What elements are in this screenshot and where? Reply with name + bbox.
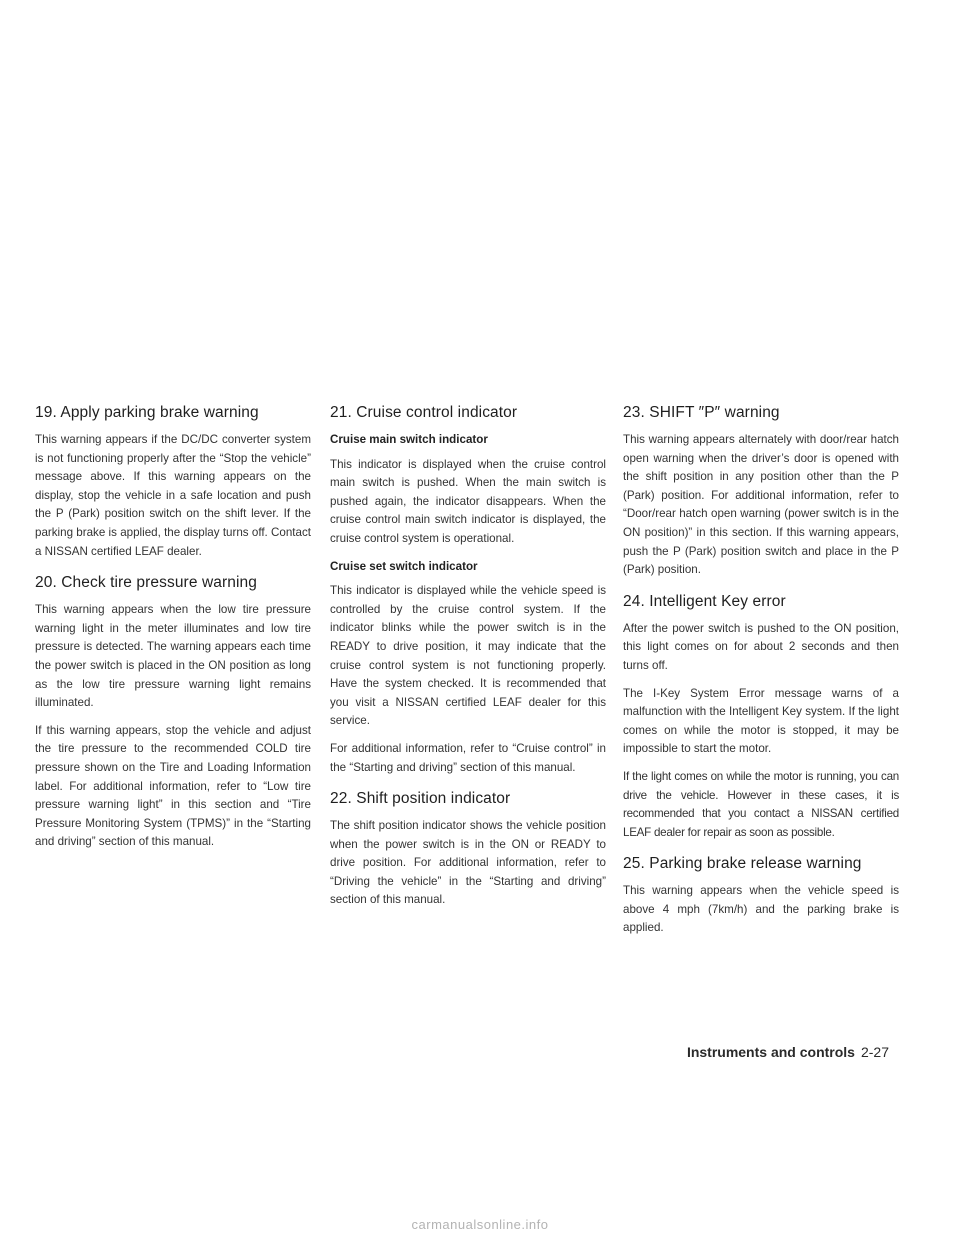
section-heading: 21. Cruise control indicator <box>330 404 518 421</box>
paragraph: This warning appears if the DC/DC converter system is not functioning properly after the “Stop the vehicle” message above. If this warning appears on the display, stop the vehicle in a safe location and push the P (Park) position switch on the shift lever. If the parking brake is applied, the display turns off. Contact a NISSAN certified LEAF dealer. <box>35 433 311 558</box>
paragraph: This indicator is displayed while the vehicle speed is controlled by the cruise control system. If the indicator blinks while the power switch is in the READY to drive position, it may indicate that the cruise control system is not functioning properly. Have the system checked. It is recommended that you visit a NISSAN certified LEAF dealer for this service. <box>330 584 606 728</box>
subheading-cruise-main-switch: Cruise main switch indicator <box>330 433 488 446</box>
paragraph: If the light comes on while the motor is running, you can drive the vehicle. However in these cases, it is recommended that you contact a NISSAN certified LEAF dealer for repair as soon as possible. <box>623 769 899 839</box>
watermark: carmanualsonline.info <box>411 1217 549 1232</box>
section-check-tire-pressure-warning <box>35 573 311 852</box>
section-shift-position-indicator <box>330 789 606 910</box>
section-cruise-control-indicator <box>330 403 606 777</box>
section-intelligent-key-error <box>623 592 899 843</box>
section-shift-p-warning <box>623 403 899 580</box>
subheading-cruise-set-switch: Cruise set switch indicator <box>330 559 478 573</box>
paragraph: The I-Key System Error message warns of a malfunction with the Intelligent Key system. If the light comes on while the motor is stopped, it may be impossible to start the motor. <box>623 686 899 756</box>
section-heading: 19. Apply parking brake warning <box>35 404 259 421</box>
paragraph: If this warning appears, stop the vehicle and adjust the tire pressure to the recommended COLD tire pressure shown on the Tire and Loading Information label. For additional information, refer to “Low tire pressure warning light” in this section and “Tire Pressure Monitoring System (TPMS)” in the “Starting and driving” section of this manual. <box>35 723 311 849</box>
paragraph: This indicator is displayed when the cruise control main switch is pushed. When the main switch is pushed again, the indicator disappears. When the cruise control main switch indicator is displayed, the cruise control system is operational. <box>330 457 606 545</box>
section-heading: 22. Shift position indicator <box>330 790 511 808</box>
paragraph: This warning appears when the low tire pressure warning light in the meter illuminates and low tire pressure is detected. The warning appears each time the power switch is placed in the ON position as long as the low tire pressure warning light remains illuminated. <box>35 603 311 710</box>
paragraph: For additional information, refer to “Cruise control” in the “Starting and driving” section of this manual. <box>330 741 606 774</box>
section-heading: 24. Intelligent Key error <box>623 592 786 610</box>
section-heading: 25. Parking brake release warning <box>623 855 862 873</box>
paragraph: After the power switch is pushed to the ON position, this light comes on for about 2 seconds and then turns off. <box>623 621 899 672</box>
page-number: 2-27 <box>860 1044 889 1060</box>
section-apply-parking-brake-warning <box>35 403 311 561</box>
page-footer <box>687 1043 889 1061</box>
footer-section-name: Instruments and controls <box>686 1044 855 1060</box>
paragraph: This warning appears alternately with door/rear hatch open warning when the driver’s door is opened with the shift position in any position other than the P (Park) position. For additional information, refer to “Door/rear hatch open warning (power switch is in the ON position)” in this section. If this warning appears, push the P (Park) position switch and place in the P (Park) position. <box>623 433 899 577</box>
column-middle <box>330 403 606 919</box>
section-heading: 20. Check tire pressure warning <box>35 574 257 592</box>
column-left <box>35 403 311 861</box>
section-parking-brake-release-warning <box>623 854 899 938</box>
section-heading: 23. SHIFT ″P″ warning <box>623 404 780 421</box>
paragraph: This warning appears when the vehicle speed is above 4 mph (7km/h) and the parking brake is applied. <box>623 884 899 935</box>
paragraph: The shift position indicator shows the vehicle position when the power switch is in the ON or READY to drive position. For additional information, refer to “Driving the vehicle” in the “Starting and driving” section of this manual. <box>330 819 606 907</box>
column-right <box>623 403 899 947</box>
